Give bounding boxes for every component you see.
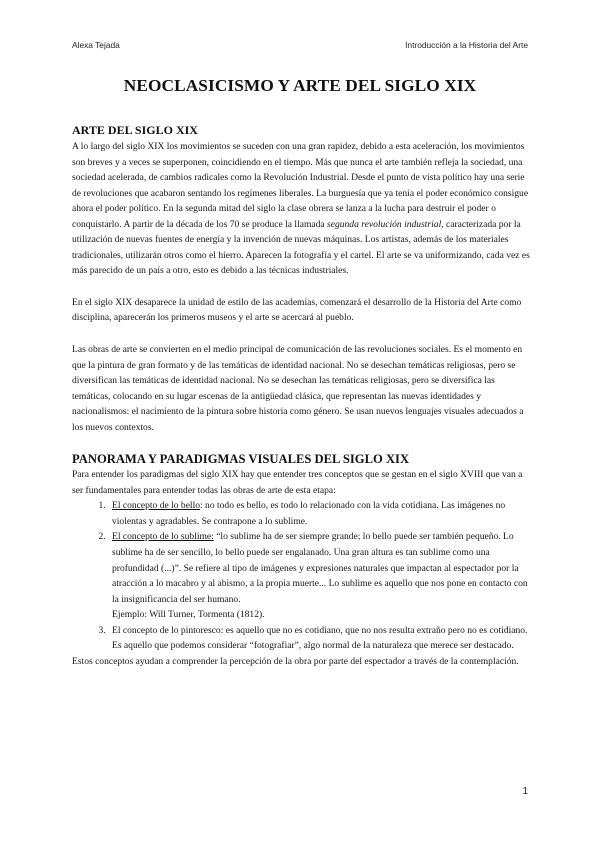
page-number: 1 [522,786,528,797]
header-author: Alexa Tejada [72,40,120,50]
paragraph-1: A lo largo del siglo XIX los movimientos se suceden con una gran rapidez, debido a esta aceleración, los movimientos son breves y a veces se superponen, coincidiendo en el tiempo. Más que nunca el arte también refleja la sociedad, una sociedad acelerada, de cambios radicales como la Revolución Industrial. Desde el punto de vista político hay una serie de revoluciones que acabaron sentando los regímenes liberales. La burguesía que ya tenía el poder económico consigue ahora el poder político. En la segunda mitad del siglo la clase obrera se lanza a la lucha para destruir el poder o conquistarlo. A partir de la década de los 70 se produce la llamada segunda revolución industrial, caracterizada por la utilización de nuevas fuentes de energía y la invención de nuevas máquinas. Los artistas, además de los materiales tradicionales, utilizarán otros como el hierro. Aparecen la fotografía y el cartel. El arte se va uniformizando, cada vez es más parecido de un país a otro, esto es debido a las técnicas industriales. [72,141,530,277]
paragraph-3: Las obras de arte se convierten en el medio principal de comunicación de las revoluciones sociales. Es el momento en que la pintura de gran formato y de las temáticas de identidad nacional. No se desechan temáticas religiosas, pero se diversifican las temáticas de identidad nacional. No se desechan las temáticas religiosas, pero se diversifica las temáticas, colocando en su lugar escenas de la antigüedad clásica, que representan las nuevas identidades y nacionalismos: el nacimiento de la pintura sobre historia como género. Se usan nuevos lenguajes visuales adecuados a los nuevos contextos. [72,344,524,433]
page-title: NEOCLASICISMO Y ARTE DEL SIGLO XIX [123,76,477,95]
concepts-list [72,498,530,653]
section-heading-arte-siglo-xix: ARTE DEL SIGLO XIX [72,123,198,137]
example-line: Ejemplo: Will Turner, Tormenta (1812). [112,609,265,621]
term-lo-sublime: El concepto de lo sublime: [112,531,214,543]
list-item: 2. El concepto de lo sublime: “lo sublime ha de ser siempre grande; lo bello puede ser también pequeño. Lo sublime ha de ser sencillo, lo bello puede ser engalanado. Una gran altura es tan sublime como una profundidad (...)”. Se refiere al tipo de imágenes y expresiones naturales que impactan al espectador por la atracción a lo macabro y al abismo, a la propia muerte... Lo sublime es aquello que nos pone en contacto con la insignificancia del ser humano. Ejemplo: Will Turner, Tormenta (1812). [108,529,530,622]
closing-paragraph: Estos conceptos ayudan a comprender la percepción de la obra por parte del espectador a través de la contemplación. [72,655,519,667]
document-body [72,123,530,669]
section-heading-panorama: PANORAMA Y PARADIGMAS VISUALES DEL SIGLO XIX [72,452,410,467]
list-item: 3. El concepto de lo pintoresco: es aquello que no es cotidiano, que no nos resulta extraño pero no es cotidiano. Es aquello que podemos considerar “fotografiar”, algo normal de la naturaleza que merece ser destacado. [108,623,530,654]
term-lo-bello: El concepto de lo bello [112,500,201,512]
header-course: Introducción a la Historia del Arte [405,40,528,50]
emphasis-segunda-revolucion: segunda revolución industrial, [327,218,444,230]
list-item: 1. El concepto de lo bello: no todo es bello, es todo lo relacionado con la vida cotidiana. Las imágenes no violentas y agradables. Se contrapone a lo sublime. [108,498,530,529]
section2-intro: Para entender los paradigmas del siglo XIX hay que entender tres conceptos que se gestan en el siglo XVIII que van a ser fundamentales para entender todas las obras de arte de esta etapa: [72,469,523,496]
paragraph-2: En el siglo XIX desaparece la unidad de estilo de las academias, comenzará el desarrollo de la Historia del Arte como disciplina, aparecerán los primeros museos y el arte se acercará al pueblo. [72,296,522,324]
